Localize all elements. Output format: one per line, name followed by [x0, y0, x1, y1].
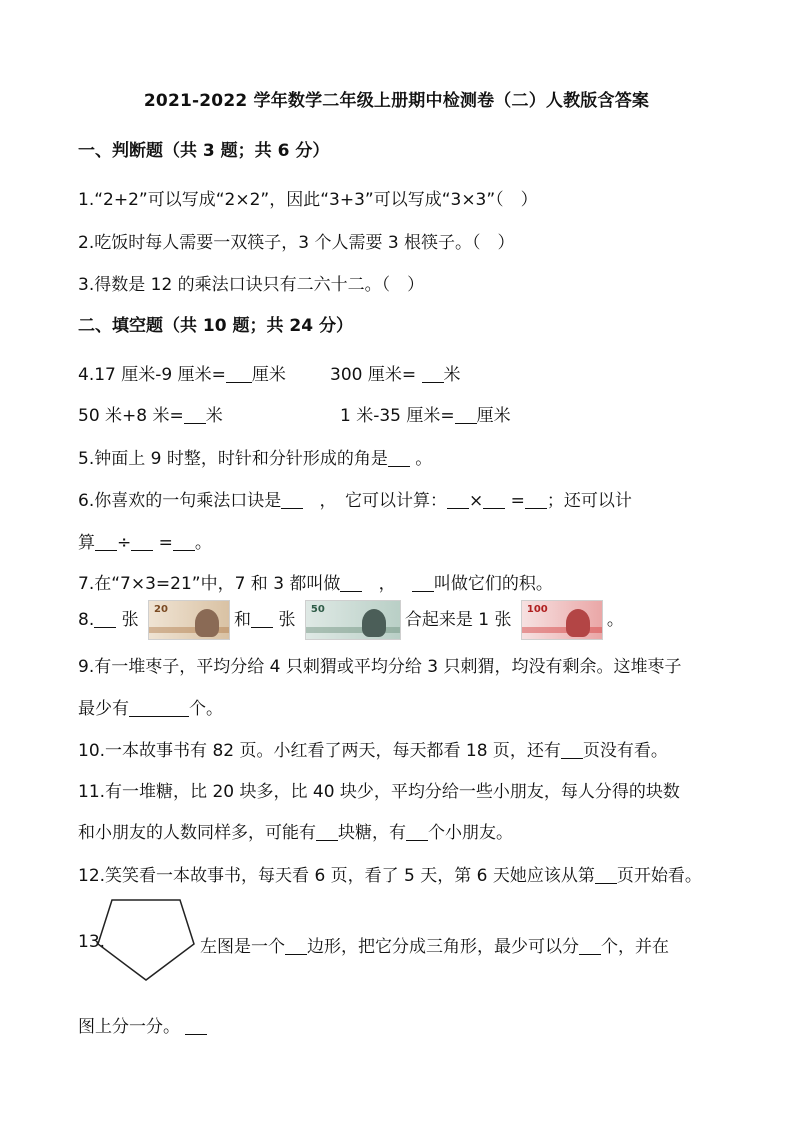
q4-unit: 米	[443, 365, 461, 385]
answer-blank[interactable]	[525, 490, 547, 509]
question-1: 1.“2+2”可以写成“2×2”，因此“3+3”可以写成“3×3”（ ）	[78, 190, 538, 210]
answer-blank[interactable]	[281, 490, 303, 509]
answer-blank[interactable]	[226, 364, 252, 383]
q6-operator: =	[158, 533, 173, 553]
question-6-line-1	[78, 486, 632, 511]
q7-text: ，	[378, 574, 396, 594]
answer-blank[interactable]	[561, 740, 583, 759]
q6-text: 算	[78, 533, 95, 553]
q12-text: 页开始看。	[616, 866, 702, 886]
answer-blank[interactable]	[185, 1016, 207, 1035]
answer-blank[interactable]	[412, 573, 434, 592]
q9-text: 最少有	[78, 699, 129, 719]
pentagon-shape	[98, 900, 194, 980]
question-3: 3.得数是 12 的乘法口诀只有二六十二。（ ）	[78, 275, 425, 295]
q6-operator: ÷	[117, 533, 132, 553]
q4-text: 300 厘米=	[330, 365, 417, 385]
q13-text: 个，并在	[601, 937, 669, 957]
answer-blank[interactable]	[316, 822, 338, 841]
q6-end: 。	[194, 533, 212, 553]
answer-blank[interactable]	[184, 405, 206, 424]
q13-text: 边形，把它分成三角形，最少可以分	[307, 937, 579, 957]
q8-text: 合起来是 1 张	[404, 610, 512, 630]
answer-blank[interactable]	[95, 532, 117, 551]
question-4-part-3	[78, 401, 223, 426]
q4-text: 50 米+8 米=	[78, 406, 184, 426]
q7-text: 7.在“7×3=21”中，7 和 3 都叫做	[78, 574, 341, 594]
q11-text: 个小朋友。	[428, 823, 513, 843]
q5-end: 。	[415, 449, 433, 469]
q13-text: 左图是一个	[200, 937, 285, 957]
pentagon-figure	[96, 898, 196, 982]
question-5	[78, 444, 432, 469]
q12-text: 12.笑笑看一本故事书，每天看 6 页，看了 5 天，第 6 天她应该从第	[78, 866, 595, 886]
answer-blank[interactable]	[388, 448, 410, 467]
q11-text: 和小朋友的人数同样多，可能有	[78, 823, 316, 843]
q4-unit: 米	[205, 406, 223, 426]
q8-text: 和	[234, 610, 252, 630]
question-11-line-2	[78, 818, 513, 843]
portrait-icon	[362, 609, 386, 637]
portrait-icon	[195, 609, 219, 637]
q8-text: 张	[121, 610, 139, 630]
q11-text: 块糖，有	[338, 823, 406, 843]
question-11-line-1: 11.有一堆糖，比 20 块多，比 40 块少，平均分给一些小朋友，每人分得的块数	[78, 782, 680, 802]
question-13-number: 13.	[78, 932, 106, 952]
answer-blank[interactable]	[579, 936, 601, 955]
question-13-text	[200, 932, 669, 957]
banknote-20-image	[148, 600, 230, 640]
answer-blank[interactable]	[595, 865, 617, 884]
answer-blank[interactable]	[455, 405, 477, 424]
question-10	[78, 736, 668, 761]
question-4-part-2	[330, 360, 461, 385]
answer-blank[interactable]	[94, 609, 116, 628]
answer-blank[interactable]	[285, 936, 307, 955]
q6-operator: ×	[468, 491, 484, 511]
q9-text: 个。	[189, 699, 223, 719]
question-12	[78, 861, 702, 886]
question-8	[78, 600, 624, 640]
q8-text: 张	[278, 610, 296, 630]
answer-blank[interactable]	[131, 532, 153, 551]
question-9-line-2	[78, 694, 223, 719]
q7-text: 叫做它们的积。	[433, 574, 553, 594]
q4-unit: 厘米	[476, 406, 511, 426]
question-7	[78, 569, 553, 594]
q10-text: 10.一本故事书有 82 页。小红看了两天，每天都看 18 页，还有	[78, 741, 561, 761]
question-6-line-2	[78, 528, 212, 553]
answer-blank[interactable]	[406, 822, 428, 841]
banknote-denomination: 50	[310, 604, 325, 615]
answer-blank[interactable]	[173, 532, 195, 551]
q4-text: 1 米-35 厘米=	[340, 406, 455, 426]
answer-blank[interactable]	[422, 364, 444, 383]
portrait-icon	[566, 609, 590, 637]
question-13-line-2	[78, 1012, 207, 1037]
banknote-denomination: 20	[154, 604, 168, 615]
section-heading-fill-in: 二、填空题（共 10 题；共 24 分）	[78, 316, 353, 336]
answer-blank[interactable]	[129, 698, 189, 717]
banknote-band	[522, 627, 602, 633]
banknote-100-image	[521, 600, 603, 640]
q6-text: ；还可以计	[546, 491, 632, 511]
q6-text: ， 它可以计算：	[319, 491, 447, 511]
q10-text: 页没有看。	[582, 741, 668, 761]
q13-text: 图上分一分。	[78, 1017, 180, 1037]
answer-blank[interactable]	[483, 490, 505, 509]
question-4-part-4	[340, 401, 511, 426]
answer-blank[interactable]	[447, 490, 469, 509]
section-heading-judgement: 一、判断题（共 3 题；共 6 分）	[78, 141, 330, 161]
banknote-denomination: 100	[526, 604, 548, 615]
q4-unit: 厘米	[251, 365, 286, 385]
banknote-50-image	[305, 600, 401, 640]
q6-operator: =	[510, 491, 525, 511]
answer-blank[interactable]	[340, 573, 362, 592]
q6-text: 6.你喜欢的一句乘法口诀是	[78, 491, 282, 511]
question-9-line-1: 9.有一堆枣子，平均分给 4 只刺猬或平均分给 3 只刺猬，均没有剩余。这堆枣子	[78, 657, 682, 677]
page-title: 2021-2022 学年数学二年级上册期中检测卷（二）人教版含答案	[143, 91, 650, 111]
q8-end: 。	[606, 610, 624, 630]
question-4-part-1	[78, 360, 286, 385]
q8-number: 8.	[78, 610, 95, 630]
answer-blank[interactable]	[251, 609, 273, 628]
q4-text: 4.17 厘米-9 厘米=	[78, 365, 226, 385]
question-2: 2.吃饭时每人需要一双筷子，3 个人需要 3 根筷子。（ ）	[78, 233, 515, 253]
q5-text: 5.钟面上 9 时整，时针和分针形成的角是	[78, 449, 388, 469]
